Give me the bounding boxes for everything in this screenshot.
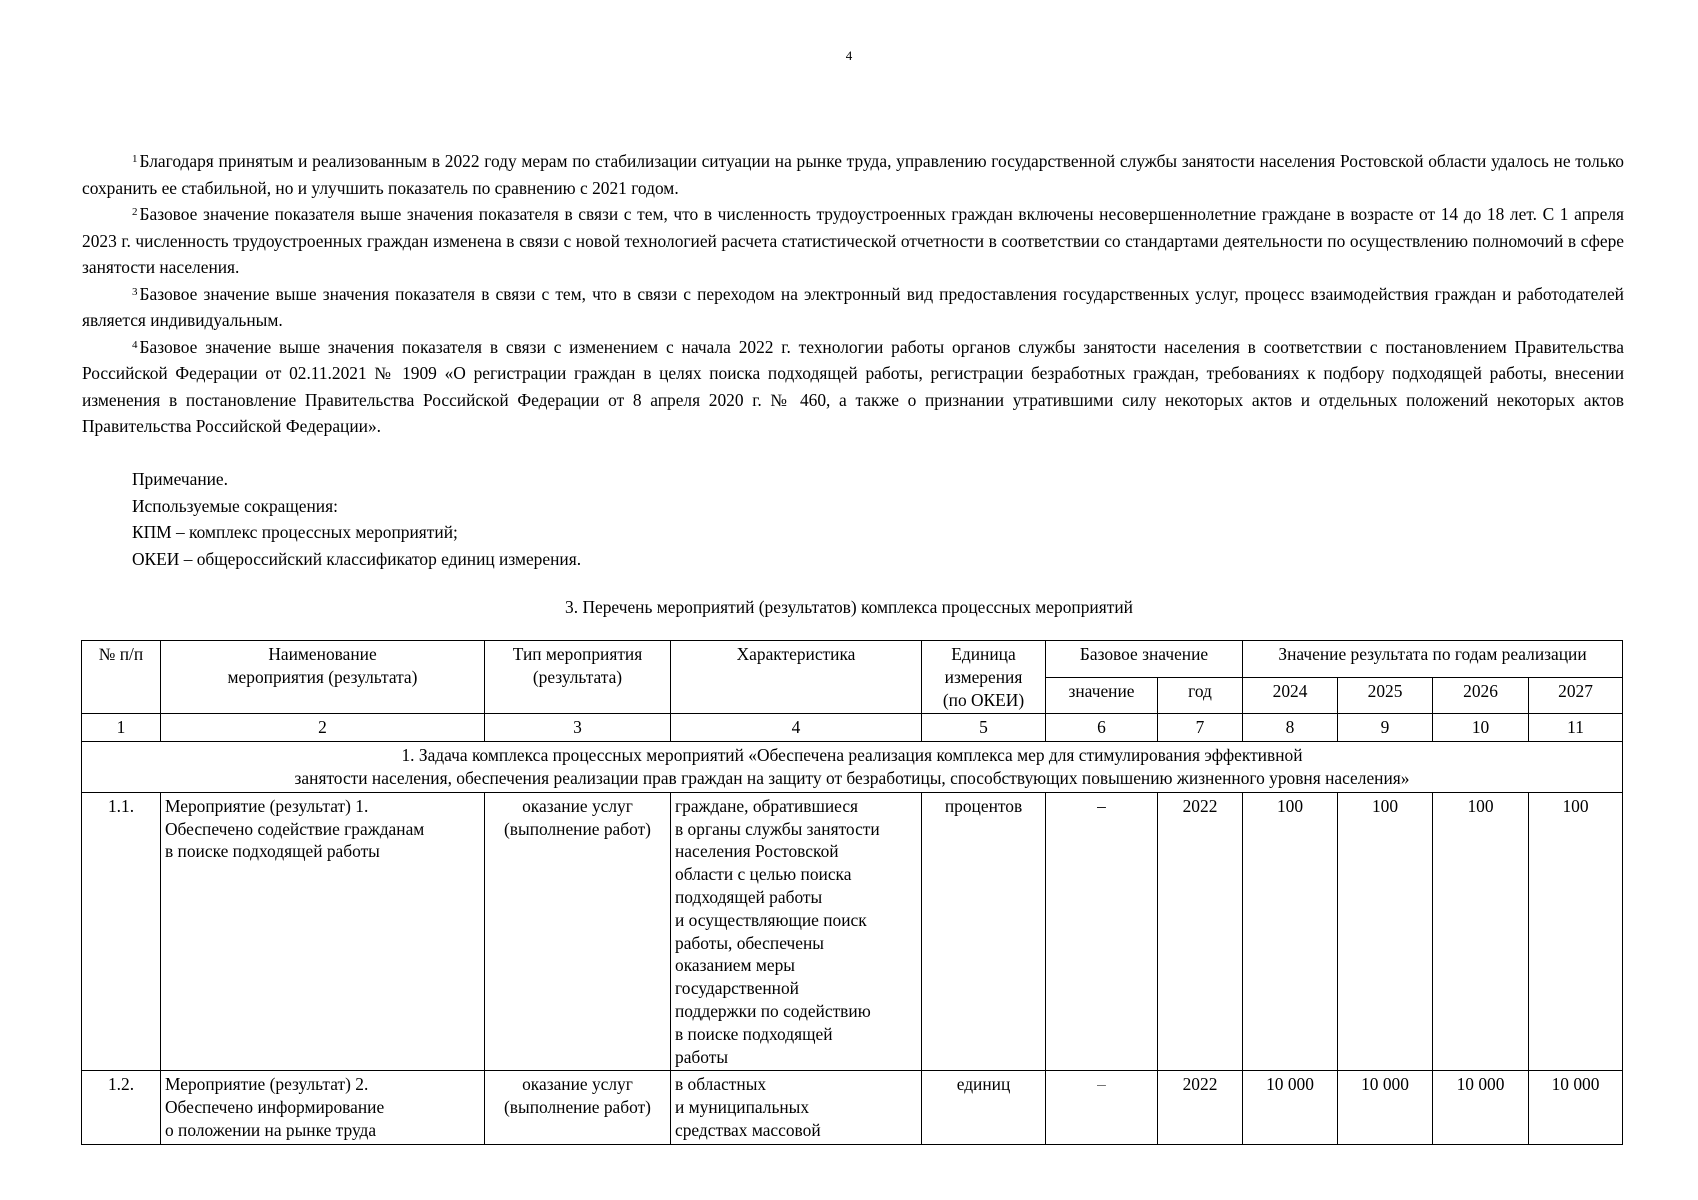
row-value-2027: 100 bbox=[1529, 792, 1623, 1071]
column-number: 2 bbox=[161, 714, 485, 742]
header-num: № п/п bbox=[82, 641, 161, 714]
header-unit bbox=[922, 641, 1046, 714]
table-row bbox=[82, 792, 1623, 1071]
task-line: 1. Задача комплекса процессных мероприятий «Обеспечена реализация комплекса мер для стимулирования эффективной bbox=[401, 745, 1303, 766]
header-type-line: Тип мероприятия bbox=[512, 644, 643, 664]
footnote-text: Благодаря принятым и реализованным в 2022 году мерам по стабилизации ситуации на рынке труда, управлению государственной службы занятости населения Ростовской области удалось не только сохранить ее стабильной, но и улучшить показатель по сравнению с 2021 годом. bbox=[82, 151, 1624, 198]
characteristic-line: в поиске подходящей bbox=[675, 1023, 833, 1044]
column-number: 11 bbox=[1529, 714, 1623, 742]
header-type-line: (результата) bbox=[532, 666, 623, 687]
notes-block bbox=[132, 466, 581, 572]
row-type-line: оказание услуг bbox=[522, 1074, 633, 1095]
column-number: 9 bbox=[1338, 714, 1433, 742]
row-characteristic bbox=[671, 792, 922, 1071]
row-name-line: о положении на рынке труда bbox=[165, 1119, 377, 1140]
row-value-2024: 100 bbox=[1243, 792, 1338, 1071]
footnote-text: Базовое значение выше значения показателя в связи с изменением с начала 2022 г. технологии работы органов службы занятости населения в соответствии с постановлением Правительства Российской Федерации от 02.11.2021 № 1909 «О регистрации граждан в целях поиска подходящей работы, регистрации безработных граждан, требованиях к подбору подходящей работы, внесении изменения в постановление Правительства Российской Федерации от 8 апреля 2020 г. № 460, а также о признании утратившими силу некоторых актов и отдельных положений некоторых актов Правительства Российской Федерации». bbox=[82, 336, 1624, 436]
row-name-line: в поиске подходящей работы bbox=[165, 841, 380, 862]
header-base-value-year: год bbox=[1158, 677, 1243, 714]
characteristic-line: поддержки по содействию bbox=[675, 1000, 871, 1021]
row-unit: процентов bbox=[922, 792, 1046, 1071]
header-name bbox=[161, 641, 485, 714]
row-name bbox=[161, 1071, 485, 1144]
row-name-line: Обеспечено содействие гражданам bbox=[165, 818, 425, 839]
column-number: 1 bbox=[82, 714, 161, 742]
column-number: 3 bbox=[485, 714, 671, 742]
column-number: 8 bbox=[1243, 714, 1338, 742]
abbreviation-kpm: КПМ – комплекс процессных мероприятий; bbox=[132, 522, 458, 542]
row-characteristic bbox=[671, 1071, 922, 1144]
task-row bbox=[82, 742, 1623, 793]
row-base-year: 2022 bbox=[1158, 792, 1243, 1071]
row-num: 1.2. bbox=[82, 1071, 161, 1144]
header-unit-line: (по ОКЕИ) bbox=[942, 689, 1025, 710]
row-type bbox=[485, 1071, 671, 1144]
footnote bbox=[82, 281, 1624, 334]
task-line: занятости населения, обеспечения реализации прав граждан на защиту от безработицы, способствующих повышению жизненного уровня населения» bbox=[294, 767, 1410, 788]
column-number: 10 bbox=[1433, 714, 1529, 742]
row-type bbox=[485, 792, 671, 1071]
characteristic-line: государственной bbox=[675, 978, 799, 999]
characteristic-line: граждане, обратившиеся bbox=[675, 795, 859, 816]
column-number: 6 bbox=[1046, 714, 1158, 742]
row-unit: единиц bbox=[922, 1071, 1046, 1144]
notes-title: Примечание. bbox=[132, 469, 228, 489]
footnote bbox=[82, 201, 1624, 281]
characteristic-line: работы bbox=[675, 1046, 729, 1067]
header-type bbox=[485, 641, 671, 714]
footnote-text: Базовое значение показателя выше значения показателя в связи с тем, что в численность трудоустроенных граждан включены несовершеннолетние граждане в возрасте от 14 до 18 лет. С 1 апреля 2023 г. численность трудоустроенных граждан изменена в связи с новой технологией расчета статистической отчетности в соответствии со стандартами деятельности по осуществлению полномочий в сфере занятости населения. bbox=[82, 204, 1624, 277]
header-characteristic: Характеристика bbox=[671, 641, 922, 714]
row-base-value: – bbox=[1046, 1071, 1158, 1144]
characteristic-line: области с целью поиска bbox=[675, 864, 852, 885]
footnotes bbox=[82, 148, 1624, 440]
header-year-2026: 2026 bbox=[1433, 677, 1529, 714]
footnote bbox=[82, 148, 1624, 201]
header-base-value-value: значение bbox=[1046, 677, 1158, 714]
page-number: 4 bbox=[845, 48, 853, 63]
characteristic-line: работы, обеспечены bbox=[675, 932, 824, 953]
row-base-year: 2022 bbox=[1158, 1071, 1243, 1144]
characteristic-line: и муниципальных bbox=[675, 1097, 810, 1118]
header-year-2024: 2024 bbox=[1243, 677, 1338, 714]
header-years-group: Значение результата по годам реализации bbox=[1243, 641, 1623, 678]
characteristic-line: в областных bbox=[675, 1074, 767, 1095]
table-row bbox=[82, 1071, 1623, 1144]
footnote-marker: 2 bbox=[132, 206, 138, 218]
characteristic-line: населения Ростовской bbox=[675, 841, 839, 862]
row-base-value: – bbox=[1046, 792, 1158, 1071]
row-name bbox=[161, 792, 485, 1071]
row-value-2025: 100 bbox=[1338, 792, 1433, 1071]
row-name-line: Обеспечено информирование bbox=[165, 1097, 385, 1118]
row-value-2025: 10 000 bbox=[1338, 1071, 1433, 1144]
footnote-marker: 4 bbox=[132, 338, 138, 351]
header-unit-line: Единица bbox=[951, 644, 1016, 664]
characteristic-line: средствах массовой bbox=[675, 1119, 821, 1140]
row-value-2026: 100 bbox=[1433, 792, 1529, 1071]
header-row bbox=[82, 641, 1623, 678]
header-name-line: мероприятия (результата) bbox=[227, 666, 418, 687]
row-name-line: Мероприятие (результат) 1. bbox=[165, 795, 369, 816]
column-number: 5 bbox=[922, 714, 1046, 742]
footnote bbox=[82, 334, 1624, 440]
row-value-2024: 10 000 bbox=[1243, 1071, 1338, 1144]
header-base-value: Базовое значение bbox=[1046, 641, 1243, 678]
header-year-2025: 2025 bbox=[1338, 677, 1433, 714]
header-unit-line: измерения bbox=[944, 666, 1023, 687]
characteristic-line: подходящей работы bbox=[675, 886, 823, 907]
task-cell bbox=[82, 742, 1623, 793]
activities-table bbox=[81, 640, 1623, 1145]
abbreviation-okei: ОКЕИ – общероссийский классификатор единиц измерения. bbox=[132, 548, 582, 569]
table-title: 3. Перечень мероприятий (результатов) комплекса процессных мероприятий bbox=[565, 597, 1133, 617]
characteristic-line: и осуществляющие поиск bbox=[675, 909, 867, 930]
row-name-line: Мероприятие (результат) 2. bbox=[165, 1074, 369, 1095]
characteristic-line: в органы службы занятости bbox=[675, 818, 880, 839]
row-type-line: (выполнение работ) bbox=[504, 818, 651, 839]
row-type-line: (выполнение работ) bbox=[504, 1097, 651, 1118]
row-value-2026: 10 000 bbox=[1433, 1071, 1529, 1144]
footnote-marker: 1 bbox=[132, 153, 138, 165]
header-name-line: Наименование bbox=[268, 644, 377, 664]
characteristic-line: оказанием меры bbox=[675, 955, 795, 976]
row-num: 1.1. bbox=[82, 792, 161, 1071]
row-value-2027: 10 000 bbox=[1529, 1071, 1623, 1144]
column-numbers-row bbox=[82, 714, 1623, 742]
header-year-2027: 2027 bbox=[1529, 677, 1623, 714]
footnote-text: Базовое значение выше значения показателя в связи с тем, что в связи с переходом на электронный вид предоставления государственных услуг, процесс взаимодействия граждан и работодателей является индивидуальным. bbox=[82, 283, 1624, 330]
footnote-marker: 3 bbox=[132, 285, 138, 298]
column-number: 4 bbox=[671, 714, 922, 742]
abbreviations-title: Используемые сокращения: bbox=[132, 495, 338, 516]
row-type-line: оказание услуг bbox=[522, 795, 633, 816]
column-number: 7 bbox=[1158, 714, 1243, 742]
